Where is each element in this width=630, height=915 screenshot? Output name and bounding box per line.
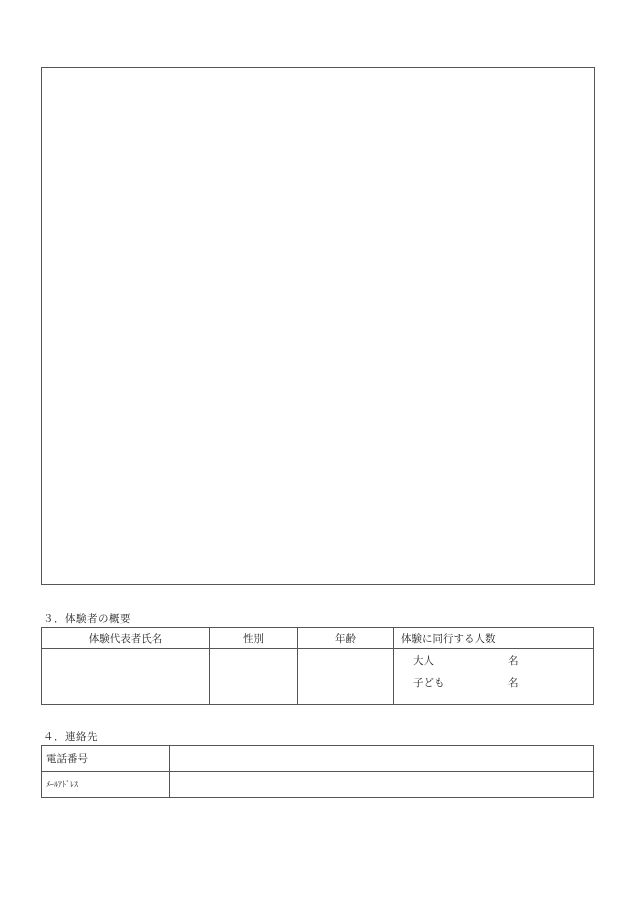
table-row (42, 772, 594, 798)
child-count-line[interactable] (394, 672, 593, 694)
table-row (42, 746, 594, 772)
companion-count-header: 体験に同行する人数 (394, 628, 594, 649)
representative-name-header: 体験代表者氏名 (42, 628, 210, 649)
free-text-box[interactable] (41, 67, 595, 585)
phone-field[interactable] (170, 746, 594, 772)
adult-count-line[interactable] (394, 650, 593, 672)
adult-unit: 名 (508, 655, 519, 667)
email-label: ﾒｰﾙｱﾄﾞﾚｽ (42, 772, 170, 798)
section3-heading: ３．体験者の概要 (43, 613, 131, 625)
participant-overview-table (41, 627, 594, 705)
table-row (42, 649, 594, 705)
age-field[interactable] (298, 649, 394, 705)
child-label: 子ども (413, 677, 445, 689)
phone-label: 電話番号 (42, 746, 170, 772)
representative-name-field[interactable] (42, 649, 210, 705)
email-field[interactable] (170, 772, 594, 798)
table-header-row (42, 628, 594, 649)
adult-label: 大人 (413, 655, 434, 667)
gender-field[interactable] (210, 649, 298, 705)
companion-count-cell (394, 649, 594, 705)
contact-table (41, 745, 594, 798)
age-header: 年齢 (298, 628, 394, 649)
gender-header: 性別 (210, 628, 298, 649)
section4-heading: ４．連絡先 (43, 731, 98, 743)
child-unit: 名 (508, 677, 519, 689)
